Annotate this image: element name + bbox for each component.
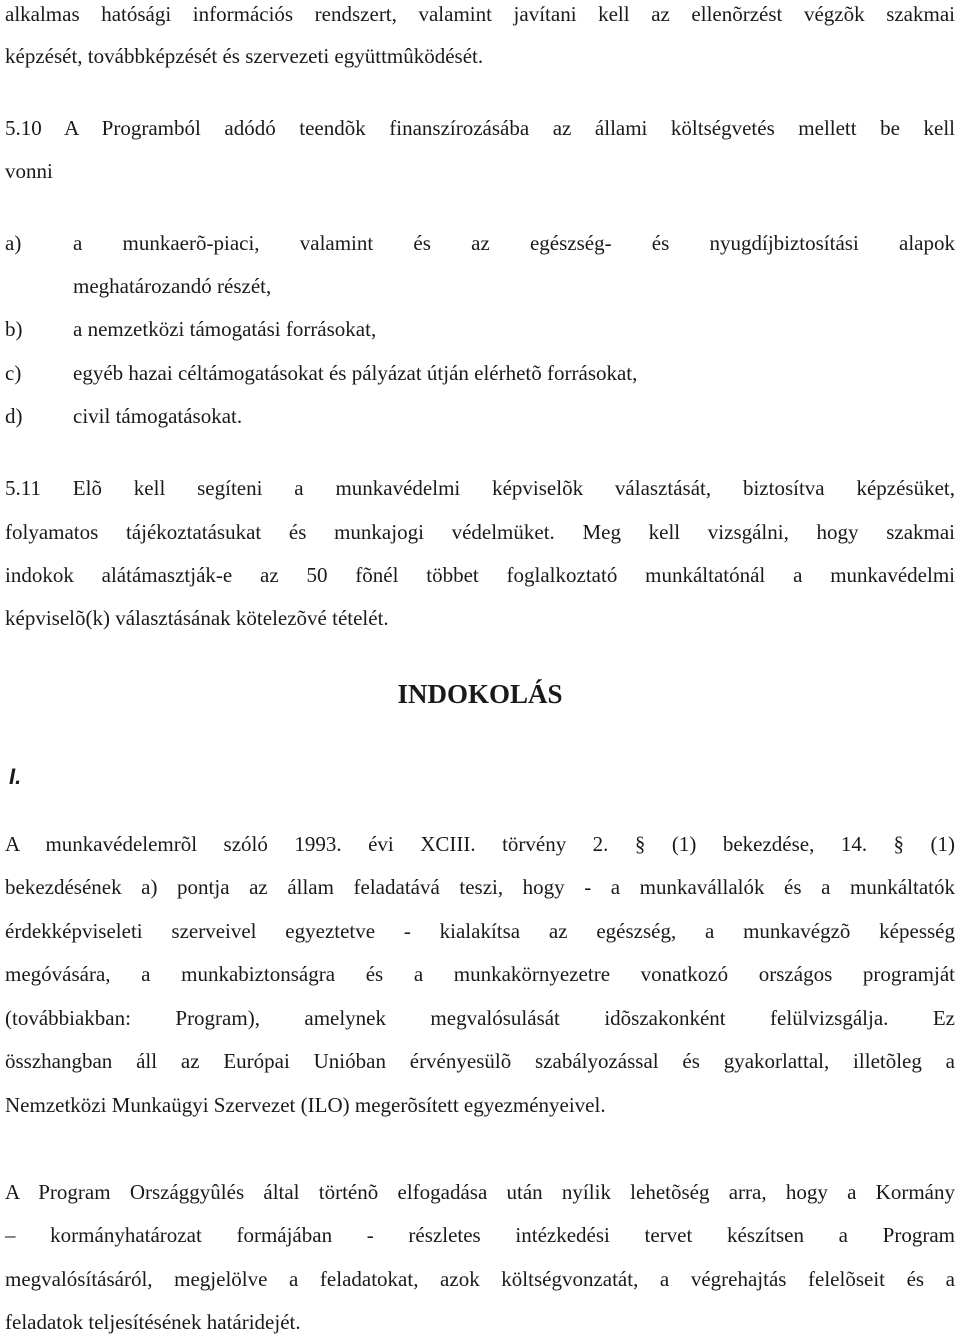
paragraph-1-line-2: bekezdésének a) pontja az állam feladatává teszi, hogy - a munkavállalók és a munkáltatók bbox=[5, 875, 955, 899]
list-item-b bbox=[5, 315, 955, 343]
roman-numeral: I. bbox=[9, 764, 22, 789]
section-5-11-line-3: indokok alátámasztják-e az 50 fõnél többet foglalkoztató munkáltatónál a munkavédelmi bbox=[5, 563, 955, 587]
paragraph-1-line-5: (továbbiakban: Program), amelynek megvalósulását idõszakonként felülvizsgálja. Ez bbox=[5, 1006, 955, 1030]
section-5-11-line-4: képviselõ(k) választásának kötelezõvé tételét. bbox=[5, 606, 389, 630]
list-item-text: a munkaerõ-piaci, valamint és az egészség- és nyugdíjbiztosítási alapok bbox=[73, 231, 955, 255]
intro-line-2: képzését, továbbképzését és szervezeti együttmûködését. bbox=[5, 44, 484, 68]
paragraph-1-line-1: A munkavédelemrõl szóló 1993. évi XCIII. törvény 2. § (1) bekezdése, 14. § (1) bbox=[5, 832, 955, 856]
list-item-text: egyéb hazai céltámogatásokat és pályázat útján elérhetõ forrásokat, bbox=[73, 361, 638, 385]
list-item-d bbox=[5, 402, 955, 430]
section-5-11-line-2: folyamatos tájékoztatásukat és munkajogi védelmüket. Meg kell vizsgálni, hogy szakmai bbox=[5, 520, 955, 544]
paragraph-2-line-4: feladatok teljesítésének határidejét. bbox=[5, 1310, 301, 1334]
list-item-a-continuation: meghatározandó részét, bbox=[73, 274, 272, 298]
intro-line-1: alkalmas hatósági információs rendszert, valamint javítani kell az ellenõrzést végzõk szakmai bbox=[5, 2, 955, 26]
paragraph-2-line-2: – kormányhatározat formájában - részletes intézkedési tervet készítsen a Program bbox=[5, 1223, 955, 1247]
list-item-c bbox=[5, 359, 955, 387]
paragraph-1-line-4: megóvására, a munkabiztonságra és a munkakörnyezetre vonatkozó országos programját bbox=[5, 962, 955, 986]
list-item-label: d) bbox=[5, 404, 23, 428]
section-5-10-line-1: 5.10 A Programból adódó teendõk finanszírozásába az állami költségvetés mellett be kell bbox=[5, 116, 955, 140]
list-item-a bbox=[5, 229, 955, 257]
section-5-10-line-2: vonni bbox=[5, 159, 53, 183]
paragraph-1-line-6: összhangban áll az Európai Unióban érvényesülõ szabályozással és gyakorlattal, illetõleg a bbox=[5, 1049, 955, 1073]
list-item-text: civil támogatásokat. bbox=[73, 404, 243, 428]
list-item-label: b) bbox=[5, 317, 23, 341]
list-item-text: a nemzetközi támogatási forrásokat, bbox=[73, 317, 377, 341]
section-heading: INDOKOLÁS bbox=[397, 679, 563, 709]
section-5-11-line-1: 5.11 Elõ kell segíteni a munkavédelmi képviselõk választását, biztosítva képzésüket, bbox=[5, 476, 955, 500]
list-item-label: c) bbox=[5, 361, 22, 385]
paragraph-1-line-7: Nemzetközi Munkaügyi Szervezet (ILO) megerõsített egyezményeivel. bbox=[5, 1093, 606, 1117]
paragraph-2-line-3: megvalósításáról, megjelölve a feladatokat, azok költségvonzatát, a végrehajtás felelõseit és a bbox=[5, 1267, 955, 1291]
paragraph-2-line-1: A Program Országgyûlés által történõ elfogadása után nyílik lehetõség arra, hogy a Kormány bbox=[5, 1180, 955, 1204]
list-item-label: a) bbox=[5, 231, 22, 255]
paragraph-1-line-3: érdekképviseleti szerveivel egyeztetve - kialakítsa az egészség, a munkavégzõ képesség bbox=[5, 919, 955, 943]
